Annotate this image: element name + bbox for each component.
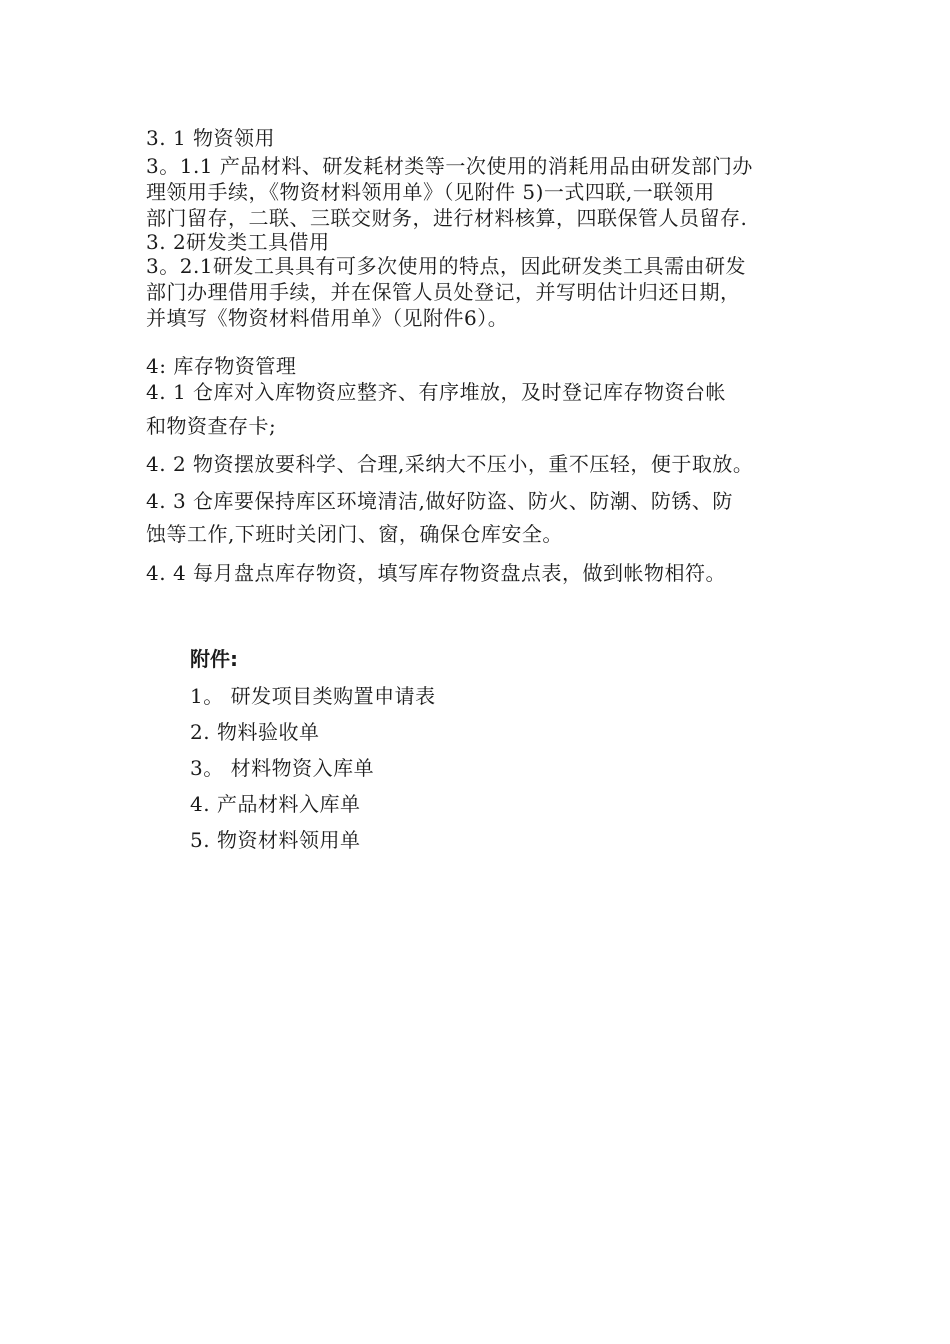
section-3-1-1-line-1: 3。1.1 产品材料、研发耗材类等一次使用的消耗用品由研发部门办	[146, 154, 753, 178]
section-3-1-heading: 3. 1 物资领用	[146, 126, 276, 150]
section-3-2-1-line-2: 部门办理借用手续，并在保管人员处登记，并写明估计归还日期，	[146, 280, 741, 304]
section-4-1-line-1: 4. 1 仓库对入库物资应整齐、有序堆放，及时登记库存物资台帐	[146, 380, 727, 404]
attachment-item-1: 1。 研发项目类购置申请表	[190, 684, 436, 708]
section-3-2-1-line-1: 3。2.1研发工具具有可多次使用的特点，因此研发类工具需由研发	[146, 254, 747, 278]
section-4-4-line: 4. 4 每月盘点库存物资，填写库存物资盘点表，做到帐物相符。	[146, 561, 727, 585]
section-3-2-1-line-3: 并填写《物资材料借用单》（见附件6）。	[146, 306, 509, 330]
section-4-2-line: 4. 2 物资摆放要科学、合理,采纳大不压小，重不压轻，便于取放。	[146, 452, 754, 476]
attachment-item-2: 2. 物料验收单	[190, 720, 320, 744]
attachment-item-3: 3。 材料物资入库单	[190, 756, 375, 780]
section-4-heading: 4: 库存物资管理	[146, 354, 297, 378]
attachment-item-5: 5. 物资材料领用单	[190, 828, 361, 852]
section-3-1-1-line-3: 部门留存，二联、三联交财务，进行材料核算，四联保管人员留存.	[146, 206, 748, 230]
section-3-1-1-line-2: 理领用手续，《物资材料领用单》（见附件 5)一式四联,一联领用	[146, 180, 715, 204]
attachment-item-4: 4. 产品材料入库单	[190, 792, 361, 816]
attachments-heading: 附件:	[190, 647, 238, 671]
section-4-3-line-1: 4. 3 仓库要保持库区环境清洁,做好防盗、防火、防潮、防锈、防	[146, 489, 733, 513]
section-4-1-line-2: 和物资查存卡;	[146, 414, 277, 438]
section-3-2-heading: 3. 2研发类工具借用	[146, 230, 330, 254]
section-4-3-line-2: 蚀等工作,下班时关闭门、窗，确保仓库安全。	[146, 522, 563, 546]
